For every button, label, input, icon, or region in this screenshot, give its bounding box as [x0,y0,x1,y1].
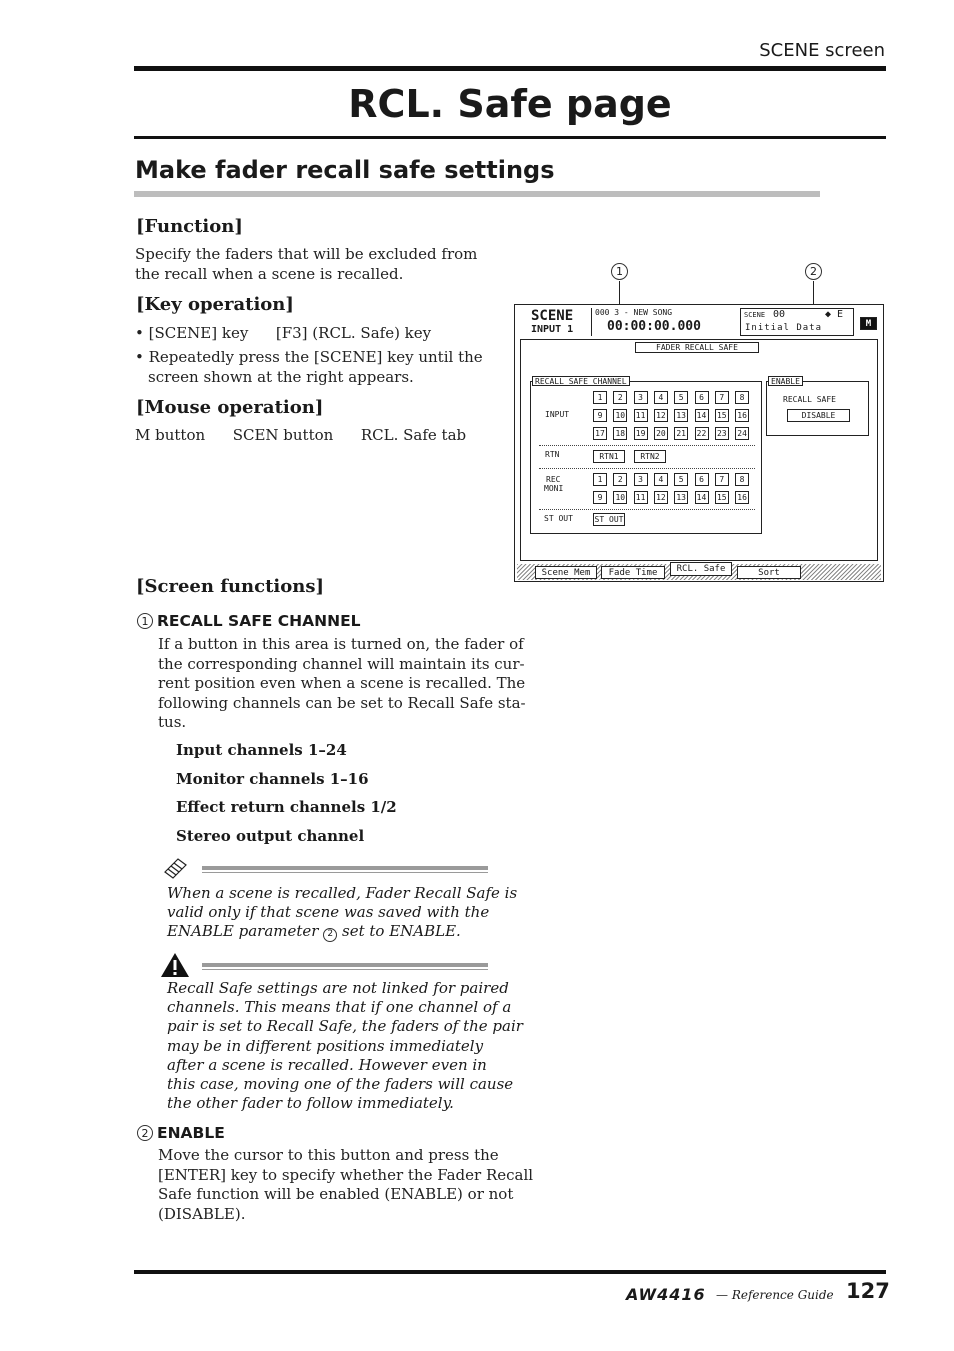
item1-line: If a button in this area is turned on, the fader of [158,635,524,653]
moni-channel-button[interactable]: 9 [593,491,607,504]
mouse-op-heading: [Mouse operation] [136,397,324,418]
lcd-separator [539,509,755,510]
rtn2-button[interactable]: RTN2 [634,450,666,463]
key-op-bullet-1 [135,324,431,344]
page-number: 127 [846,1279,890,1303]
moni-channel-button[interactable]: 4 [654,473,668,486]
item2-line: [ENTER] key to specify whether the Fader Recall [158,1165,534,1184]
item1-line: the corresponding channel will maintain its cur- [158,654,525,673]
lcd-m-button[interactable]: M [860,317,877,330]
input-channel-button[interactable]: 18 [613,427,627,440]
lcd-screen [514,304,884,582]
input-channel-button[interactable]: 15 [715,409,729,422]
note-line-part: ENABLE parameter [167,922,319,941]
channel-item: Monitor channels 1–16 [176,770,369,788]
callout-2: 2 [805,263,822,280]
lcd-mode: SCENE [531,308,574,324]
item2-line: Safe function will be enabled (ENABLE) or not [158,1185,514,1203]
moni-channel-button[interactable]: 8 [735,473,749,486]
input-channel-button[interactable]: 16 [735,409,749,422]
lcd-scene-name: Initial Data [745,323,823,333]
section-title: Make fader recall safe settings [135,156,555,184]
recall-safe-channel-label: RECALL SAFE CHANNEL [532,376,630,386]
item2-line: Move the cursor to this button and press the [158,1146,499,1164]
caution-line: after a scene is recalled. However even in [167,1055,487,1074]
input-channel-button[interactable]: 9 [593,409,607,422]
caution-line: the other fader to follow immediately. [167,1094,454,1113]
input-channel-button[interactable]: 21 [674,427,688,440]
item2-title: ENABLE [157,1124,225,1142]
moni-channel-button[interactable]: 10 [613,491,627,504]
moni-channel-button[interactable]: 12 [654,491,668,504]
moni-channel-button[interactable]: 16 [735,491,749,504]
item1-line: rent position even when a scene is recalled. The [158,674,526,692]
moni-channel-button[interactable]: 15 [715,491,729,504]
caution-line: pair is set to Recall Safe, the faders of the pair [167,1017,523,1036]
input-channel-button[interactable]: 11 [634,409,648,422]
caution-line: Recall Safe settings are not linked for paired [167,979,509,997]
key-op-line: • Repeatedly press the [SCENE] key until the [135,348,483,366]
input-channel-button[interactable]: 3 [634,391,648,404]
lcd-scene-number: 00 [773,309,786,320]
input-channel-button[interactable]: 19 [634,427,648,440]
input-channel-button[interactable]: 14 [695,409,709,422]
stout-label: ST OUT [544,514,573,523]
moni-label: MONI [544,484,564,493]
mouse-op-rcl-tab: RCL. Safe tab [360,426,467,444]
item1-text [158,635,526,733]
moni-channel-button[interactable]: 14 [695,491,709,504]
channel-item: Stereo output channel [176,827,365,845]
item2-heading [137,1124,225,1142]
item2-line: (DISABLE). [158,1204,246,1223]
running-head: SCENE screen [759,40,885,61]
tab-sort[interactable]: Sort [737,566,801,579]
note-line: When a scene is recalled, Fader Recall Safe is [167,884,518,902]
key-op-bullet-2 [135,348,483,387]
note-text [167,884,517,942]
input-channel-button[interactable]: 12 [654,409,668,422]
top-rule [134,66,886,71]
lcd-time: 00:00:00.000 [607,319,701,334]
caution-line: channels. This means that if one channel of a [167,998,512,1017]
note-line [167,922,517,942]
tab-fade-time[interactable]: Fade Time [601,566,665,579]
item1-heading [137,612,361,630]
function-text [135,245,477,284]
lcd-page-title: FADER RECALL SAFE [635,342,759,353]
enable-label: ENABLE [768,376,803,386]
rtn-label: RTN [545,450,560,459]
caution-warning-icon [160,952,190,978]
input-channel-button[interactable]: 10 [613,409,627,422]
tab-rcl-safe[interactable]: RCL. Safe [670,562,732,576]
input-channel-button[interactable]: 4 [654,391,668,404]
caution-text [167,979,523,1113]
lcd-separator [539,445,755,446]
function-heading: [Function] [136,216,243,237]
key-op-scene-key: • [SCENE] key [135,324,249,342]
rec-label: REC [546,475,561,484]
note-pencil-icon [163,857,189,879]
moni-channel-button[interactable]: 13 [674,491,688,504]
input-channel-button[interactable]: 22 [695,427,709,440]
note-line-part: set to ENABLE. [342,922,461,941]
input-channel-button[interactable]: 8 [735,391,749,404]
input-channel-button[interactable]: 23 [715,427,729,440]
item1-line: following channels can be set to Recall Safe sta- [158,693,526,712]
moni-channel-button[interactable]: 11 [634,491,648,504]
item1-title: RECALL SAFE CHANNEL [157,612,361,630]
bottom-rule [134,1270,886,1274]
input-channel-button[interactable]: 17 [593,427,607,440]
note-rule [202,866,488,873]
moni-channel-button[interactable]: 7 [715,473,729,486]
mouse-op-steps [135,426,466,446]
lcd-separator [539,468,755,469]
item1-line: tus. [158,713,187,731]
note-ref-number: 2 [323,928,337,942]
stout-button[interactable]: ST OUT [594,515,624,524]
caution-line: may be in different positions immediately [167,1036,484,1055]
input-channel-button[interactable]: 2 [613,391,627,404]
lcd-divider [591,308,592,336]
input-channel-button[interactable]: 13 [674,409,688,422]
brand-logo: AW4416 [626,1285,706,1304]
note-line: valid only if that scene was saved with the [167,903,490,922]
footer-guide: — Reference Guide [716,1288,834,1302]
page-title: RCL. Safe page [348,82,672,126]
caution-rule [202,963,488,970]
enable-disable-button[interactable]: DISABLE [787,409,850,422]
input-channel-button[interactable]: 5 [674,391,688,404]
moni-channel-button[interactable]: 1 [593,473,607,486]
recall-safe-label: RECALL SAFE [783,395,836,404]
moni-channel-button[interactable]: 6 [695,473,709,486]
callout-1: 1 [611,263,628,280]
lcd-song: 000 3 - NEW SONG [595,308,673,317]
lcd-scene-arrow: ◆ E [825,309,844,320]
section-rule [134,191,820,197]
item2-text [158,1146,533,1224]
mouse-op-m-button: M button [135,426,206,444]
moni-channel-button[interactable]: 5 [674,473,688,486]
input-channel-button[interactable]: 6 [695,391,709,404]
function-line: Specify the faders that will be excluded from [135,245,478,263]
tab-scene-mem[interactable]: Scene Mem [535,566,597,579]
moni-channel-button[interactable]: 3 [634,473,648,486]
rtn1-button[interactable]: RTN1 [593,450,625,463]
title-rule [134,136,886,139]
moni-channel-button[interactable]: 2 [613,473,627,486]
lcd-scene-label: SCENE [744,311,766,319]
key-op-f3-key: [F3] (RCL. Safe) key [275,324,432,342]
caution-line: this case, moving one of the faders will cause [167,1075,514,1094]
lcd-channel: INPUT 1 [531,324,574,335]
key-op-heading: [Key operation] [136,294,294,315]
channel-item: Effect return channels 1/2 [176,798,397,816]
input-channel-button[interactable]: 24 [735,427,749,440]
item2-number: 2 [137,1125,153,1141]
channel-item: Input channels 1–24 [176,741,347,759]
input-channel-button[interactable]: 20 [654,427,668,440]
input-channel-button[interactable]: 1 [593,391,607,404]
function-line: the recall when a scene is recalled. [135,264,404,283]
item1-number: 1 [137,613,153,629]
key-op-line: screen shown at the right appears. [148,367,414,386]
screen-functions-heading: [Screen functions] [136,576,324,597]
input-channel-button[interactable]: 7 [715,391,729,404]
input-label: INPUT [545,410,570,419]
mouse-op-scen-button: SCEN button [232,426,334,444]
